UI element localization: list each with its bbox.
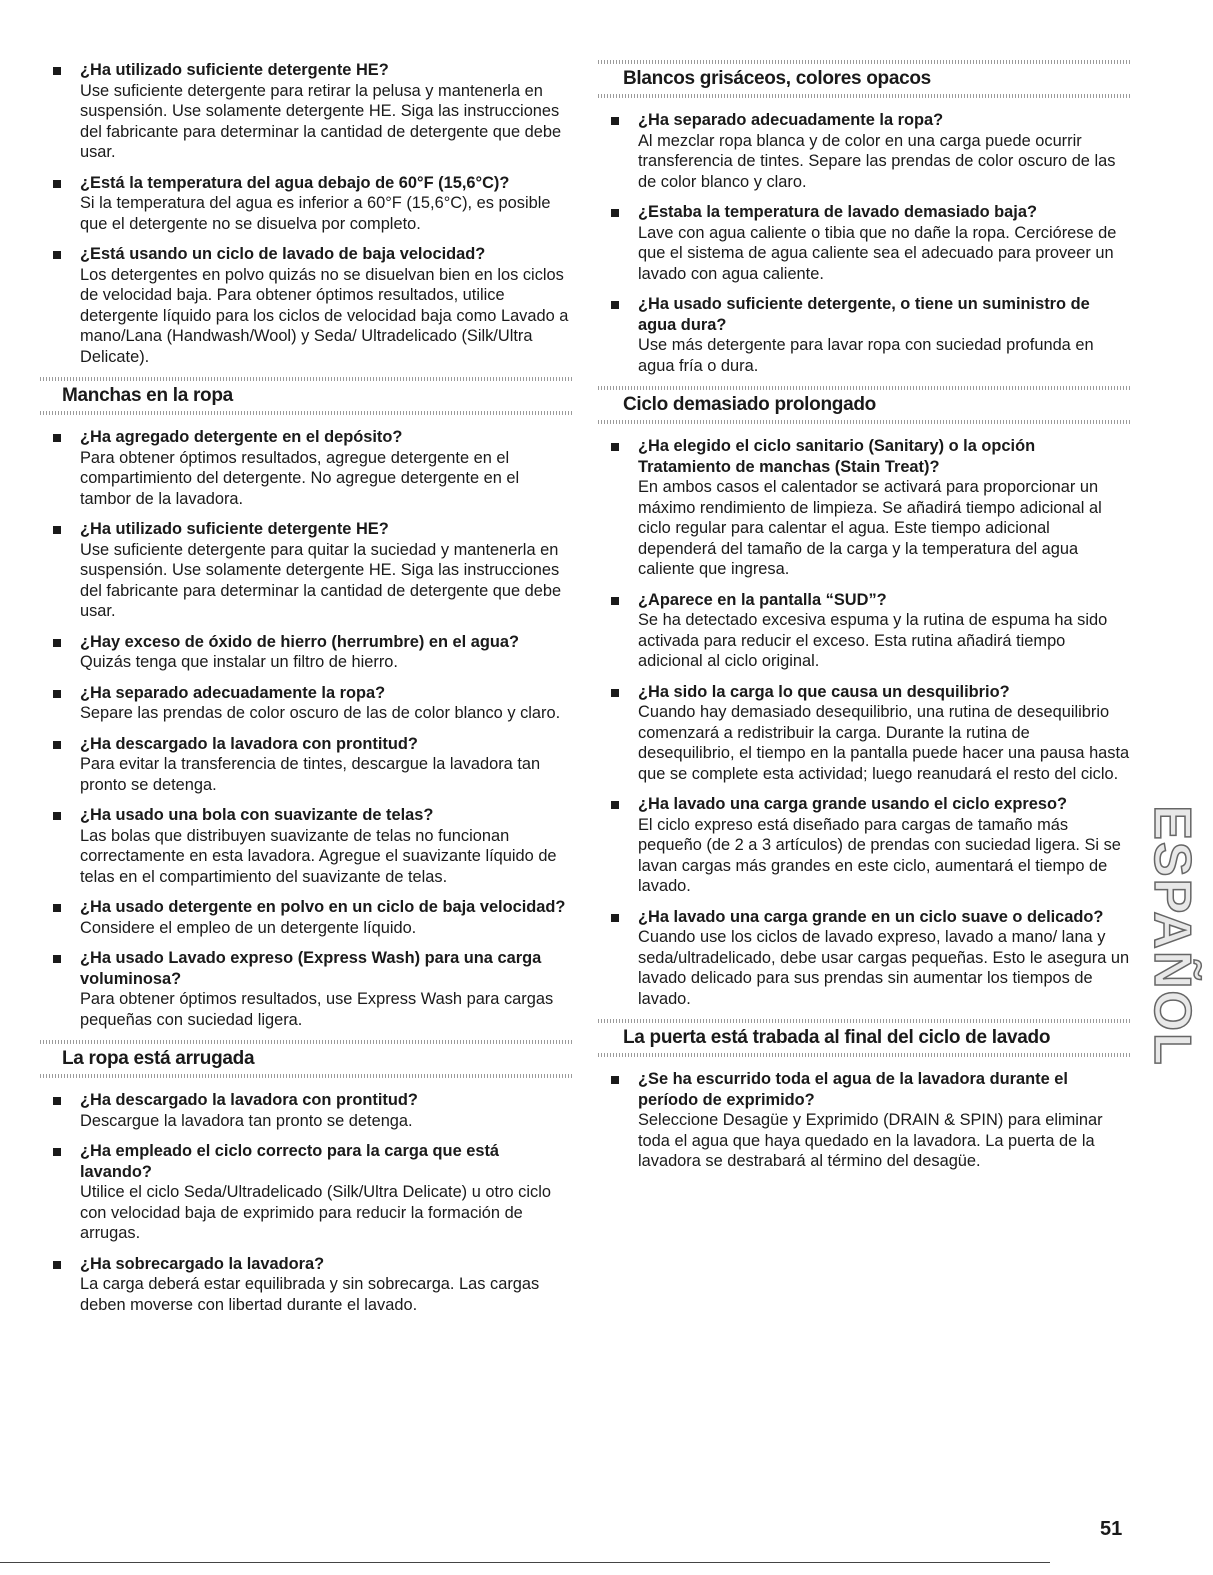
question-text: ¿Ha lavado una carga grande en un ciclo suave o delicado? [638,907,1104,926]
square-bullet-icon [611,301,619,309]
section-header [40,1040,572,1078]
section-title: La ropa está arrugada [62,1048,255,1069]
square-bullet-icon [611,443,619,451]
section-bottom-rule [598,1053,1130,1057]
footer-rule [0,1562,1050,1563]
answer-text: En ambos casos el calentador se activará para proporcionar un máximo rendimiento de limpieza. Se añadirá tiempo adicional al ciclo regular para calentar el agua. Este tiempo adicional dependerá del tamaño de la carga y la temperatura del agua caliente que ingresa. [638,478,1102,578]
troubleshooting-item [598,294,1130,376]
answer-text: Descargue la lavadora tan pronto se detenga. [80,1111,413,1130]
square-bullet-icon [611,597,619,605]
troubleshooting-item [40,948,572,1030]
answer-text: Use suficiente detergente para retirar la pelusa y mantenerla en suspensión. Use solamente detergente HE. Siga las instrucciones del fabricante para determinar la cantidad de detergente que debe usar. [80,81,562,161]
question-text: ¿Ha usado Lavado expreso (Express Wash) para una carga voluminosa? [80,949,542,988]
troubleshooting-item [598,202,1130,284]
square-bullet-icon [53,1261,61,1269]
answer-text: Los detergentes en polvo quizás no se disuelvan bien en los ciclos de velocidad baja. Para obtener óptimos resultados, utilice detergente líquido para los ciclos de velocidad baja como Lavado a mano/Lana (Handwash/Wool) y Seda/ Ultradelicado (Silk/Ultra Delicate). [80,265,569,366]
question-text: ¿Ha usado detergente en polvo en un ciclo de baja velocidad? [80,898,566,916]
troubleshooting-item [40,1254,572,1316]
troubleshooting-item [40,805,572,887]
answer-text: Al mezclar ropa blanca y de color en una carga puede ocurrir transferencia de tintes. Separe las prendas de color oscuro de las de color blanco y claro. [638,131,1116,191]
answer-text: Utilice el ciclo Seda/Ultradelicado (Silk/Ultra Delicate) u otro ciclo con velocidad baja de exprimido para reducir la formación de arrugas. [80,1183,551,1242]
section-bottom-rule [598,94,1130,98]
square-bullet-icon [611,801,619,809]
troubleshooting-item [40,1141,572,1244]
troubleshooting-item [598,682,1130,785]
square-bullet-icon [53,741,61,749]
section-title: Ciclo demasiado prolongado [623,394,876,415]
square-bullet-icon [53,67,61,75]
answer-text: Use suficiente detergente para quitar la suciedad y mantenerla en suspensión. Use solamente detergente HE. Siga las instrucciones del fabricante para determinar la cantidad de detergente que debe usar. [80,540,562,620]
answer-text: Para evitar la transferencia de tintes, descargue la lavadora tan pronto se detenga. [80,755,541,794]
square-bullet-icon [53,251,61,259]
section-title: La puerta está trabada al final del ciclo de lavado [623,1027,1051,1048]
troubleshooting-item [598,794,1130,897]
question-text: ¿Ha utilizado suficiente detergente HE? [80,520,389,538]
troubleshooting-item [40,427,572,509]
answer-text: Las bolas que distribuyen suavizante de telas no funcionan correctamente en esta lavadora. Agregue el suavizante líquido de telas en el compartimiento del suavizante de telas. [80,826,557,886]
answer-text: Quizás tenga que instalar un filtro de hierro. [80,653,398,671]
square-bullet-icon [53,526,61,534]
square-bullet-icon [53,180,61,188]
square-bullet-icon [53,1097,61,1105]
question-text: ¿Ha separado adecuadamente la ropa? [80,683,386,702]
question-text: ¿Ha descargado la lavadora con prontitud? [80,1091,418,1109]
square-bullet-icon [611,1076,619,1084]
question-text: ¿Ha sido la carga lo que causa un desquilibrio? [638,682,1010,701]
section-header [598,386,1130,424]
troubleshooting-item [598,590,1130,672]
question-text: ¿Ha elegido el ciclo sanitario (Sanitary) o la opción Tratamiento de manchas (Stain Treat)? [638,437,1036,476]
square-bullet-icon [611,209,619,217]
square-bullet-icon [53,1148,61,1156]
question-text: ¿Está usando un ciclo de lavado de baja velocidad? [80,245,486,263]
troubleshooting-item [40,632,572,673]
square-bullet-icon [611,117,619,125]
section-bottom-rule [40,411,572,415]
language-side-tab [1143,805,1202,1067]
troubleshooting-item [40,1090,572,1131]
section-title: Blancos grisáceos, colores opacos [623,68,931,89]
question-text: ¿Ha lavado una carga grande usando el ciclo expreso? [638,795,1068,813]
question-text: ¿Estaba la temperatura de lavado demasiado baja? [638,203,1037,221]
section-header [598,1019,1130,1057]
question-text: ¿Ha agregado detergente en el depósito? [80,428,403,446]
troubleshooting-item [40,683,572,724]
section-bottom-rule [598,420,1130,424]
section-title: Manchas en la ropa [62,385,233,406]
troubleshooting-item [40,60,572,163]
question-text: ¿Ha descargado la lavadora con prontitud? [80,734,418,753]
answer-text: Cuando hay demasiado desequilibrio, una rutina de desequilibrio comenzará a redistribuir la carga. Durante la rutina de desequilibrio, el tiempo en la pantalla puede hacer una pausa hasta que se complete esta actividad; luego reanudará el resto del ciclo. [638,703,1130,783]
troubleshooting-item [40,244,572,367]
question-text: ¿Ha separado adecuadamente la ropa? [638,111,944,129]
section-header [598,60,1130,98]
troubleshooting-item [598,110,1130,192]
question-text: ¿Ha sobrecargado la lavadora? [80,1254,325,1273]
square-bullet-icon [53,955,61,963]
square-bullet-icon [53,690,61,698]
troubleshooting-item [40,734,572,796]
question-text: ¿Se ha escurrido toda el agua de la lavadora durante el período de exprimido? [638,1070,1068,1109]
answer-text: Cuando use los ciclos de lavado expreso, lavado a mano/ lana y seda/ultradelicado, debe usar cargas pequeñas. Esto le asegura un lavado delicado para sus prendas sin aumentar los tiempos de lavado. [638,928,1130,1008]
section-header [40,377,572,415]
square-bullet-icon [53,639,61,647]
square-bullet-icon [53,434,61,442]
troubleshooting-item [598,1069,1130,1172]
answer-text: La carga deberá estar equilibrada y sin sobrecarga. Las cargas deben moverse con libertad durante el lavado. [80,1275,540,1314]
answer-text: Considere el empleo de un detergente líquido. [80,918,417,937]
answer-text: Si la temperatura del agua es inferior a 60°F (15,6°C), es posible que el detergente no se disuelva por completo. [80,194,551,233]
question-text: ¿Ha usado suficiente detergente, o tiene un suministro de agua dura? [638,295,1090,334]
answer-text: Para obtener óptimos resultados, agregue detergente en el compartimiento del detergente. No agregue detergente en el tambor de la lavadora. [80,448,520,508]
question-text: ¿Ha usado una bola con suavizante de telas? [80,806,434,824]
answer-text: Use más detergente para lavar ropa con suciedad profunda en agua fría o dura. [638,336,1094,375]
troubleshooting-item [598,907,1130,1010]
troubleshooting-item [40,519,572,622]
page-number: 51 [1100,1518,1123,1540]
answer-text: Lave con agua caliente o tibia que no dañe la ropa. Cerciórese de que el sistema de agua caliente sea el adecuado para proveer un lavado con agua caliente. [638,223,1117,283]
square-bullet-icon [53,904,61,912]
language-tab-label: ESPAÑOL [1143,805,1202,1067]
troubleshooting-item [598,436,1130,580]
question-text: ¿Está la temperatura del agua debajo de 60°F (15,6°C)? [80,173,510,192]
square-bullet-icon [611,689,619,697]
question-text: ¿Hay exceso de óxido de hierro (herrumbre) en el agua? [80,632,520,651]
troubleshooting-item [40,173,572,235]
answer-text: Seleccione Desagüe y Exprimido (DRAIN & SPIN) para eliminar toda el agua que haya quedado en la lavadora. La puerta de la lavadora se destrabará al término del desagüe. [638,1111,1103,1170]
answer-text: Para obtener óptimos resultados, use Express Wash para cargas pequeñas con suciedad ligera. [80,990,554,1029]
square-bullet-icon [53,812,61,820]
section-bottom-rule [40,1074,572,1078]
question-text: ¿Aparece en la pantalla “SUD”? [638,590,887,609]
right-column [598,60,1130,1182]
answer-text: Se ha detectado excesiva espuma y la rutina de espuma ha sido activada para reducir el exceso. Esta rutina añadirá tiempo adicional al ciclo original. [638,611,1108,670]
answer-text: El ciclo expreso está diseñado para cargas de tamaño más pequeño (de 2 a 3 artículos) de prendas con suciedad ligera. Si se lavan cargas más grandes en este ciclo, aumentará el tiempo de lavado. [638,815,1121,895]
left-column [40,60,572,1325]
answer-text: Separe las prendas de color oscuro de las de color blanco y claro. [80,704,561,722]
troubleshooting-item [40,897,572,938]
question-text: ¿Ha utilizado suficiente detergente HE? [80,61,389,79]
square-bullet-icon [611,914,619,922]
question-text: ¿Ha empleado el ciclo correcto para la carga que está lavando? [80,1142,500,1181]
